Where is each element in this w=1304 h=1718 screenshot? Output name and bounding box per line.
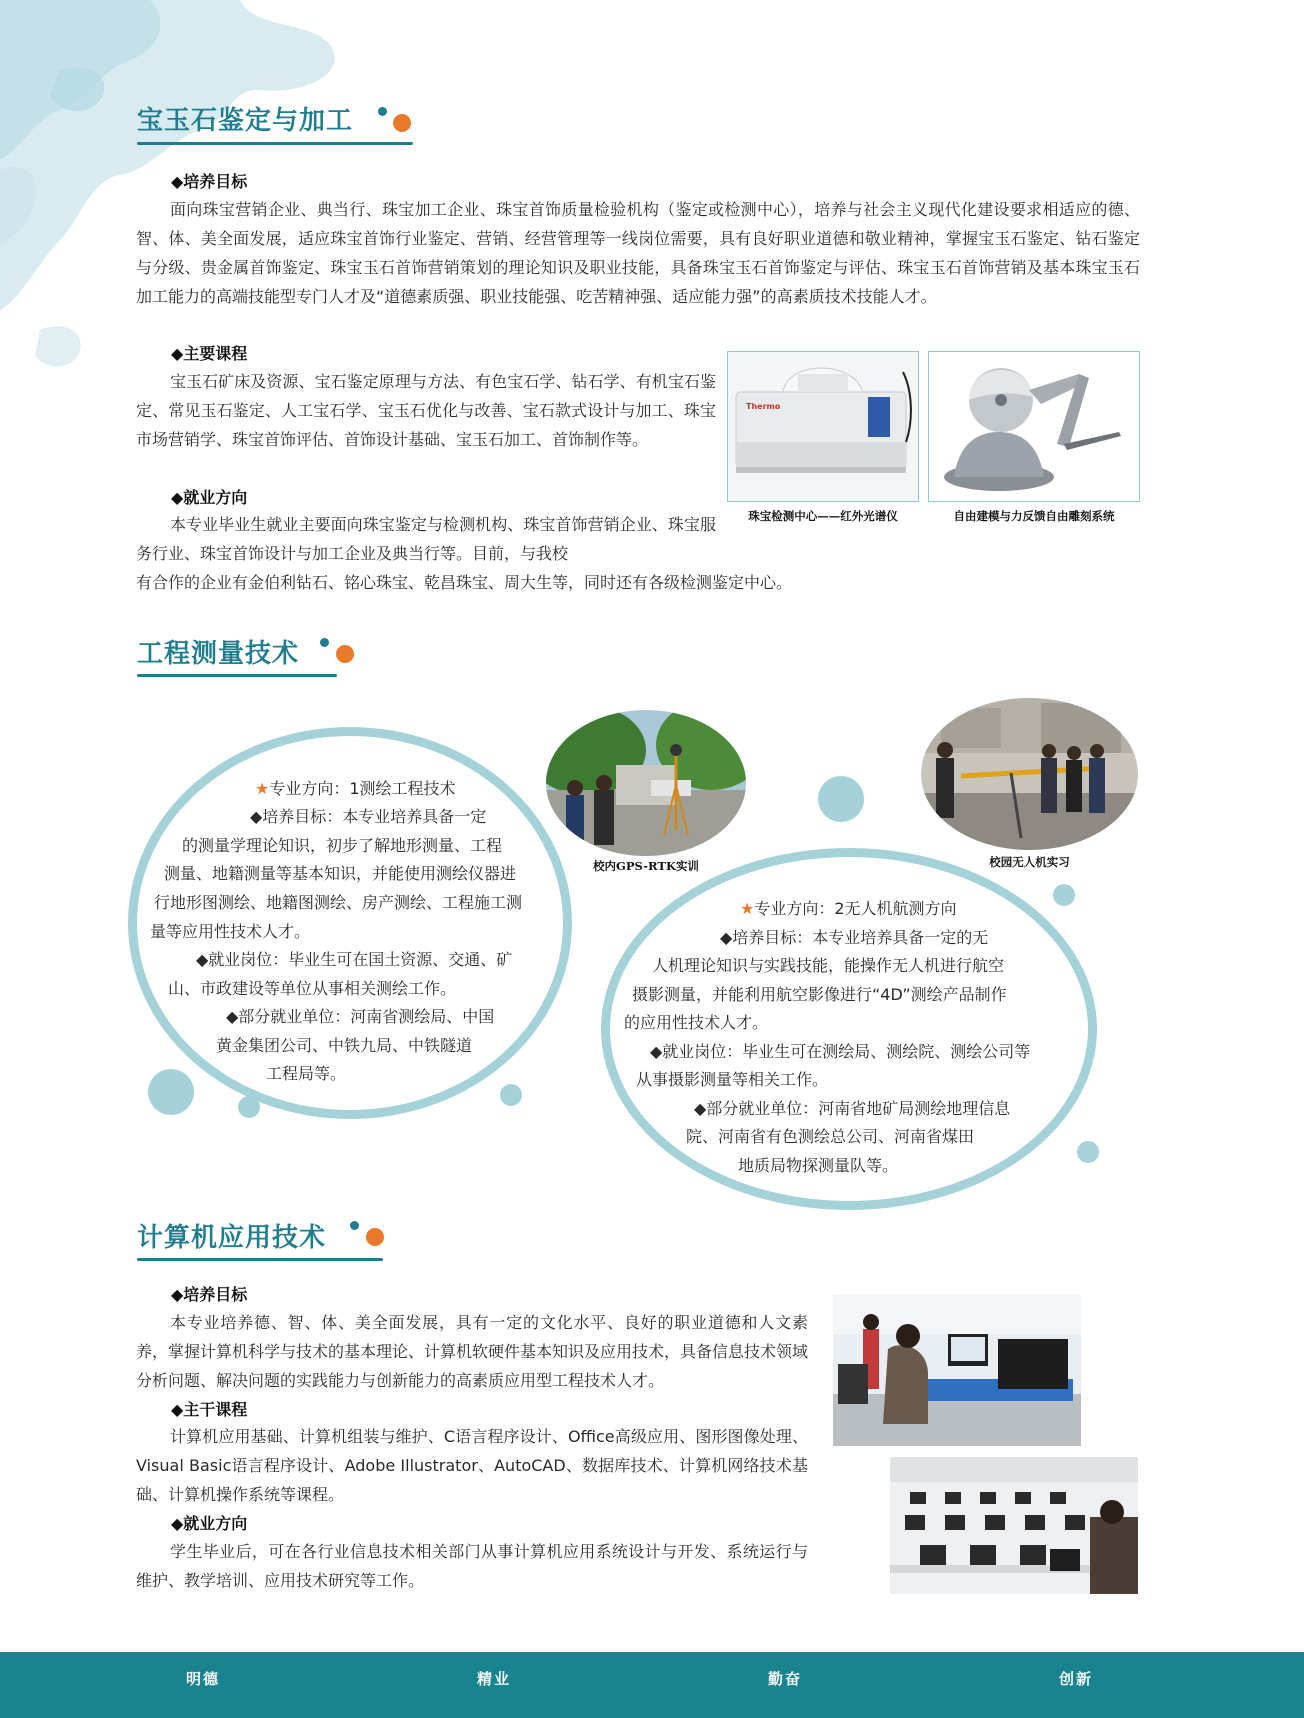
decorative-circle [148,1069,194,1115]
bubble1-line: 测量、地籍测量等基本知识，并能使用测绘仪器进 [164,864,517,883]
decorative-circle [1077,1141,1099,1163]
bubble2-direction-text: 专业方向：2无人机航测方向 [754,899,957,918]
bubble1-line: ◆部分就业单位：河南省测绘局、中国 [226,1007,495,1026]
section-title-underline [137,1258,383,1261]
computer-goal-heading: ◆培养目标 [171,1285,248,1304]
section-title-computer: 计算机应用技术 [137,1223,327,1253]
gem-course-text: 宝玉石矿床及资源、宝石鉴定原理与方法、有色宝石学、钻石学、有机宝石鉴定、常见玉石鉴定、人工宝石学、宝玉石优化与改善、宝石款式设计与加工、珠宝市场营销学、珠宝首饰评估、首饰设计基础、宝玉石加工、首饰制作等。 [136,372,716,449]
title-dot-small [378,107,387,116]
section-title-gem: 宝玉石鉴定与加工 [137,106,354,136]
footer-motto-1: 明德 [186,1670,221,1688]
photo-computer-classroom [890,1457,1138,1594]
footer-motto-4: 创新 [1059,1670,1094,1688]
gem-job-text-cont: 有合作的企业有金伯利钻石、铭心珠宝、乾昌珠宝、周大生等，同时还有各级检测鉴定中心。 [136,573,793,592]
bubble1-line: 山、市政建设等单位从事相关测绘工作。 [168,979,457,998]
computer-job-text: 学生毕业后，可在各行业信息技术相关部门从事计算机应用系统设计与开发、系统运行与维护、教学培训、应用技术研究等工作。 [136,1542,808,1590]
title-dot-orange [336,645,354,663]
bubble2-line: ◆部分就业单位：河南省地矿局测绘地理信息 [694,1099,1011,1118]
bubble2-line: ◆培养目标：本专业培养具备一定的无 [720,928,989,947]
section-title-underline [137,674,337,677]
bubble1-line: 黄金集团公司、中铁九局、中铁隧道 [216,1036,473,1055]
computer-job-heading: ◆就业方向 [171,1514,248,1533]
title-dot-orange [393,114,411,132]
bubble1-direction [255,775,456,803]
decorative-circle [818,776,864,822]
bubble2-line: ◆就业岗位：毕业生可在测绘局、测绘院、测绘公司等 [650,1042,1031,1061]
section-title-survey: 工程测量技术 [137,639,300,669]
computer-goal-text: 本专业培养德、智、体、美全面发展，具有一定的文化水平、良好的职业道德和人文素养，掌握计算机科学与技术的基本理论、计算机软硬件基本知识及应用技术，具备信息技术领域分析问题、解决问题的实践能力与创新能力的高素质应用型工程技术人才。 [136,1313,809,1390]
thermo-logo: Thermo [746,402,781,411]
caption-gps-rtk-training: 校内GPS-RTK实训 [593,859,699,873]
decorative-circle [500,1084,522,1106]
photo-gps-rtk-training [546,710,746,856]
caption-haptic-sculpting-system: 自由建模与力反馈自由雕刻系统 [953,509,1115,523]
bubble1-line: 的测量学理论知识，初步了解地形测量、工程 [182,836,503,855]
bubble1-line: ◆培养目标：本专业培养具备一定 [250,807,487,826]
computer-course-heading: ◆主干课程 [171,1400,248,1419]
gem-goal-heading: ◆培养目标 [171,172,248,191]
bubble1-direction-text: 专业方向：1测绘工程技术 [269,779,456,798]
star-icon: ★ [740,899,755,918]
computer-course-text: 计算机应用基础、计算机组装与维护、C语言程序设计、Office高级应用、图形图像处理、Visual Basic语言程序设计、Adobe Illustrator、AutoCAD、数据库技术、计算机网络技术基础、计算机操作系统等课程。 [136,1427,808,1504]
title-dot-small [350,1221,359,1230]
bubble2-line: 摄影测量，并能利用航空影像进行“4D”测绘产品制作 [632,985,1007,1004]
photo-infrared-spectrometer [727,351,919,502]
bubble2-line: 地质局物探测量队等。 [738,1156,899,1175]
bubble2-line: 人机理论知识与实践技能，能操作无人机进行航空 [652,956,1005,975]
photo-computer-lab-hardware [833,1294,1081,1446]
footer-motto-3: 勤奋 [768,1670,803,1688]
photo-drone-practice [921,698,1138,850]
bubble2-direction [740,895,957,923]
gem-course-heading: ◆主要课程 [171,344,248,363]
bubble1-line: ◆就业岗位：毕业生可在国土资源、交通、矿 [196,950,513,969]
caption-infrared-spectrometer: 珠宝检测中心——红外光谱仪 [748,509,898,523]
bubble1-line: 行地形图测绘、地籍图测绘、房产测绘、工程施工测 [154,893,523,912]
decorative-circle [1053,884,1075,906]
caption-drone-practice: 校园无人机实习 [989,855,1070,869]
bubble1-line: 量等应用性技术人才。 [150,922,311,941]
bubble1-line: 工程局等。 [266,1064,347,1083]
gem-job-text: 本专业毕业生就业主要面向珠宝鉴定与检测机构、珠宝首饰营销企业、珠宝服务行业、珠宝首饰设计与加工企业及典当行等。目前，与我校 [136,515,716,563]
bubble2-line: 的应用性技术人才。 [624,1013,769,1032]
bubble2-line: 从事摄影测量等相关工作。 [636,1070,829,1089]
title-dot-orange [366,1228,384,1246]
gem-job-heading: ◆就业方向 [171,488,248,507]
gem-goal-text: 面向珠宝营销企业、典当行、珠宝加工企业、珠宝首饰质量检验机构（鉴定或检测中心），培养与社会主义现代化建设要求相适应的德、智、体、美全面发展，适应珠宝首饰行业鉴定、营销、经营管理等一线岗位需要，具有良好职业道德和敬业精神，掌握宝玉石鉴定、钻石鉴定与分级、贵金属首饰鉴定、珠宝玉石首饰营销策划的理论知识及职业技能，具备珠宝玉石首饰鉴定与评估、珠宝玉石首饰营销及基本珠宝玉石加工能力的高端技能型专门人才及“道德素质强、职业技能强、吃苦精神强、适应能力强”的高素质技术技能人才。 [136,200,1140,306]
bubble2-line: 院、河南省有色测绘总公司、河南省煤田 [686,1127,975,1146]
photo-haptic-sculpting-system [928,351,1140,502]
footer-motto-2: 精业 [477,1670,512,1688]
section-title-underline [137,142,413,145]
star-icon: ★ [255,779,270,798]
title-dot-small [320,638,329,647]
